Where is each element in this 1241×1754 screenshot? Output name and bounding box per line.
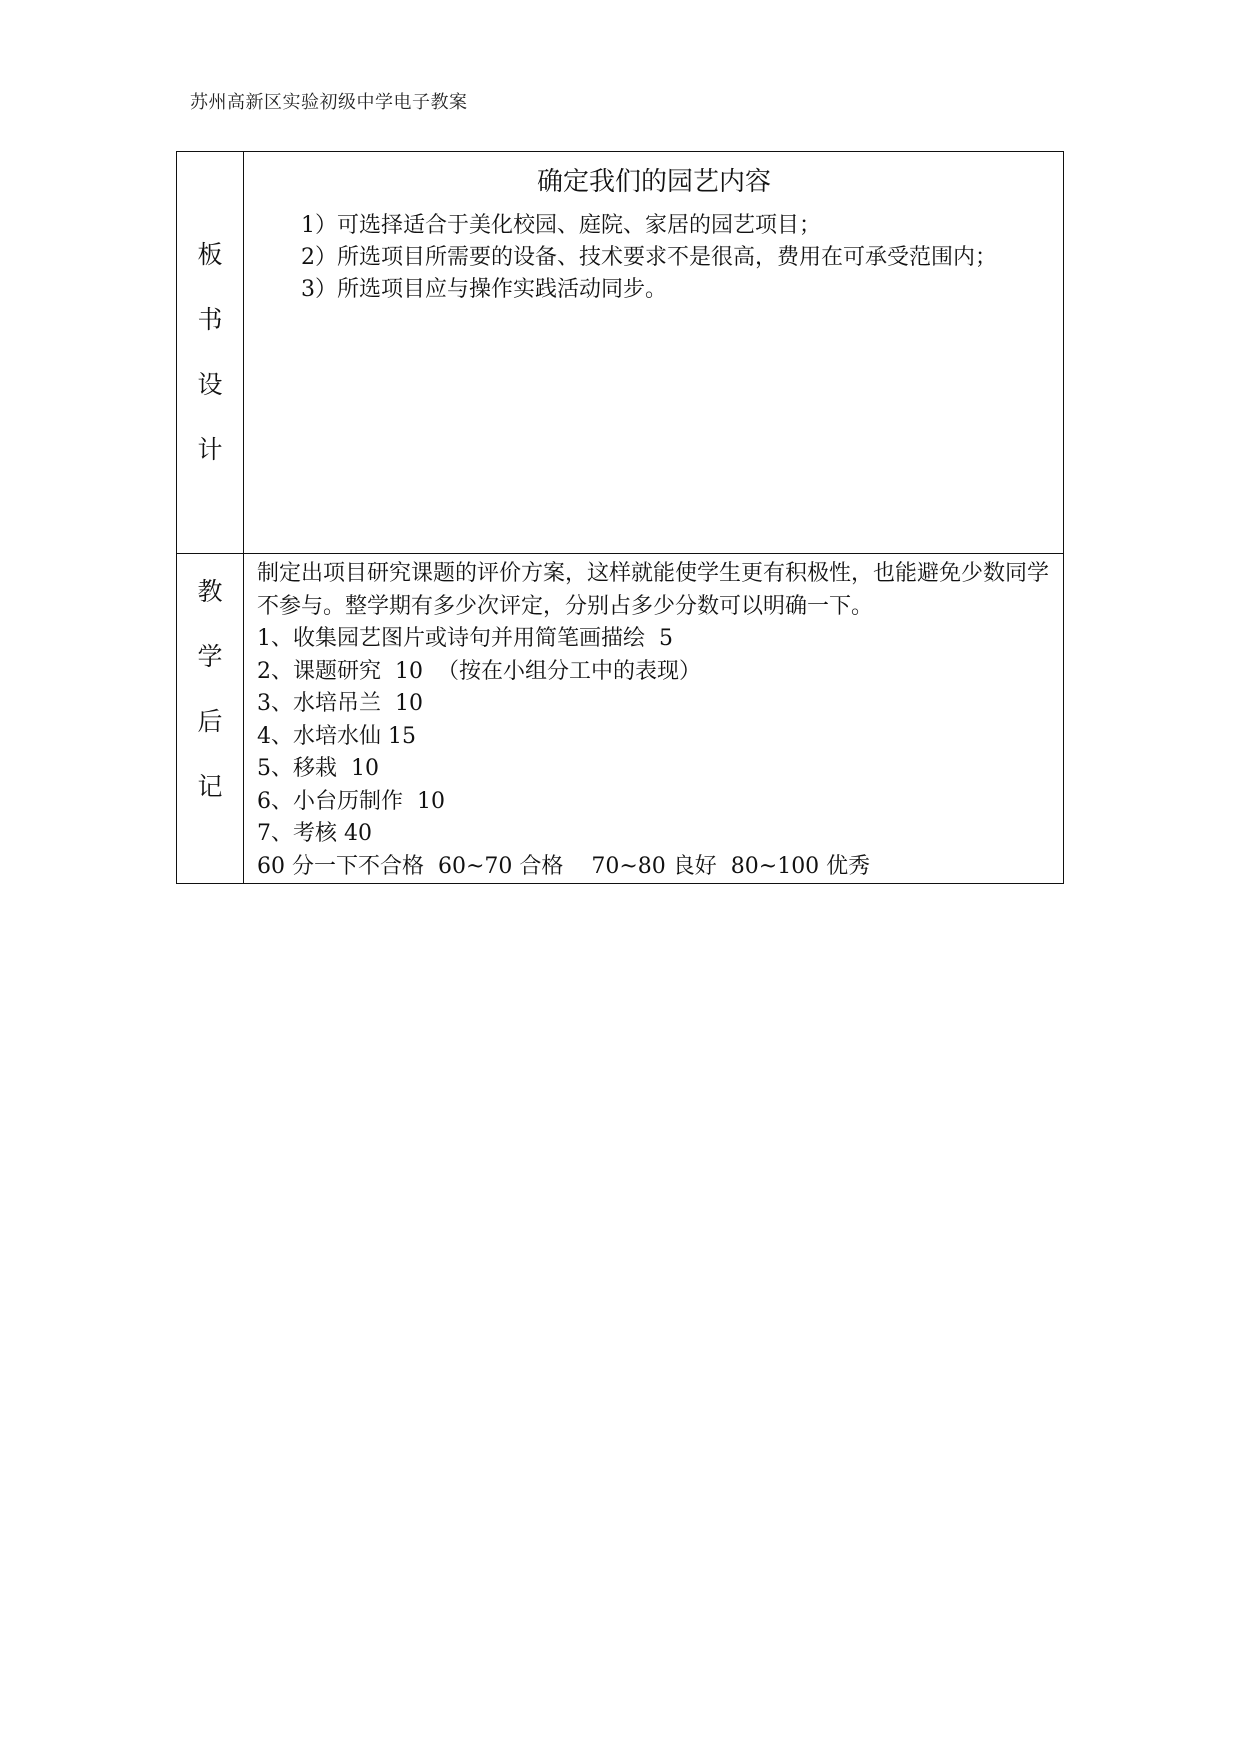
post-lesson-label-char: 教 [197,577,223,606]
assessment-item: 2、课题研究 10 （按在小组分工中的表现） [257,658,701,684]
assessment-item: 6、小台历制作 10 [257,788,445,814]
board-design-label [177,152,243,462]
assessment-item: 4、水培水仙 15 [257,723,416,749]
post-lesson-label-char: 记 [197,772,223,801]
post-lesson-label [177,554,243,799]
post-lesson-content [244,554,1063,883]
post-lesson-label-cell [177,554,244,884]
board-design-label-char: 板 [197,240,223,269]
post-lesson-row [177,554,1064,884]
assessment-item: 7、考核 40 [257,821,372,846]
grading-scale: 60 分一下不合格 60~70 合格 70~80 良好 80~100 优秀 [257,853,871,879]
assessment-list [257,623,1055,851]
lesson-plan-table [176,151,1064,884]
board-design-label-cell [177,152,244,554]
post-lesson-label-char: 学 [197,642,223,671]
post-lesson-label-char: 后 [197,707,223,736]
assessment-item: 3、水培吊兰 10 [257,691,423,716]
board-design-title: 确定我们的园艺内容 [536,167,771,197]
board-design-line: 2）所选项目所需要的设备、技术要求不是很高，费用在可承受范围内； [301,245,997,270]
board-design-content [244,152,1063,306]
post-lesson-content-cell [244,554,1064,884]
board-design-line: 1）可选择适合于美化校园、庭院、家居的园艺项目； [301,213,821,238]
document-header: 苏州高新区实验初级中学电子教案 [190,92,468,113]
board-design-label-char: 计 [197,435,223,464]
board-design-line: 3）所选项目应与操作实践活动同步。 [301,277,667,302]
board-design-content-cell [244,152,1064,554]
board-design-label-char: 设 [197,370,223,399]
assessment-item: 1、收集园艺图片或诗句并用简笔画描绘 5 [257,626,673,651]
board-design-row [177,152,1064,554]
post-lesson-intro: 制定出项目研究课题的评价方案，这样就能使学生更有积极性，也能避免少数同学不参与。整学期有多少次评定，分别占多少分数可以明确一下。 [257,561,1050,619]
assessment-item: 5、移栽 10 [257,756,379,781]
board-design-label-char: 书 [197,305,223,334]
